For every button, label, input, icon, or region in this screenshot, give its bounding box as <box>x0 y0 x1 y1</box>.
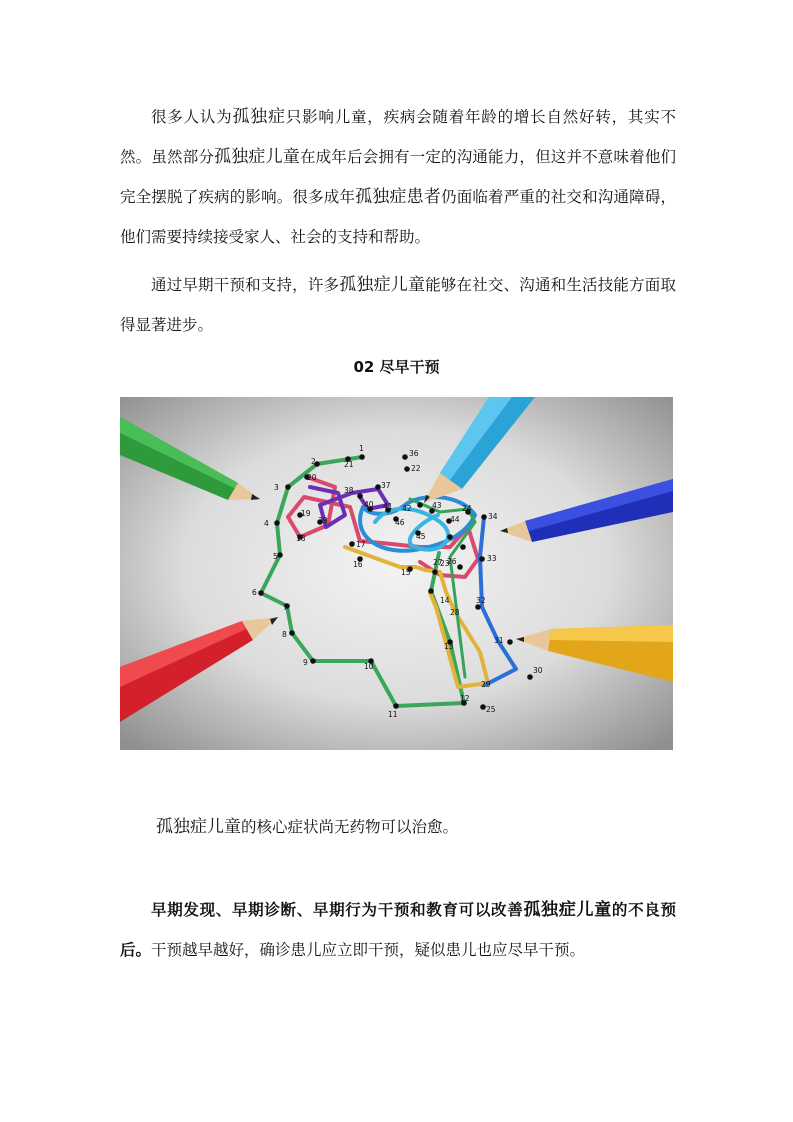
dot <box>417 502 423 508</box>
bold-text: 早期发现、早期诊断、早期行为干预和教育可以改善 <box>151 901 524 919</box>
point-label: 13 <box>444 642 454 651</box>
point-label: 43 <box>432 501 442 510</box>
dot <box>432 569 438 575</box>
figure-caption <box>156 807 676 847</box>
point-label: 9 <box>303 658 308 667</box>
point-label: 31 <box>494 636 504 645</box>
dot <box>285 484 291 490</box>
point-label: 24 <box>462 504 472 513</box>
paper-background <box>120 397 673 750</box>
dot <box>481 514 487 520</box>
dot <box>357 493 363 499</box>
point-label: 40 <box>364 500 374 509</box>
text: 在成年后会拥有一定的沟通能力，但这并不意味着他们完全摆脱了疾病的影响。很多成年 <box>120 148 676 206</box>
dot <box>404 466 410 472</box>
point-label: 15 <box>401 568 411 577</box>
paragraph-3 <box>120 890 676 970</box>
text: 仍面临着严重的社交和沟通障碍，他们需要持续接受家人、社会的支持和帮助。 <box>120 188 676 246</box>
point-label: 14 <box>440 596 450 605</box>
dot <box>274 520 280 526</box>
dot <box>428 588 434 594</box>
text: 干预越早越好，确诊患儿应立即干预，疑似患儿也应尽早干预。 <box>151 941 586 959</box>
point-label: 7 <box>283 603 288 612</box>
point-label: 32 <box>476 596 486 605</box>
point-label: 17 <box>356 540 366 549</box>
point-label: 39 <box>318 516 328 525</box>
dot <box>258 590 264 596</box>
point-label: 25 <box>486 705 496 714</box>
dot <box>277 552 283 558</box>
point-label: 23 <box>440 559 450 568</box>
dot <box>310 658 316 664</box>
text: 的核心症状尚无药物可以治愈。 <box>241 818 459 836</box>
dot <box>527 674 533 680</box>
text: 只影响儿童，疾病会随着年龄的增长自然好转，其实不然。虽然部分 <box>120 108 676 166</box>
point-label: 1 <box>359 444 364 453</box>
brain-illustration <box>120 397 673 750</box>
point-label: 44 <box>450 515 460 524</box>
point-label: 38 <box>344 486 354 495</box>
keyword: 孤独症儿童 <box>214 147 300 167</box>
text: 很多人认为 <box>151 108 233 126</box>
keyword: 孤独症儿童 <box>339 275 426 295</box>
dot <box>447 534 453 540</box>
point-label: 34 <box>488 512 498 521</box>
keyword: 孤独症 <box>232 107 286 127</box>
dot <box>460 544 466 550</box>
point-label: 26 <box>447 557 457 566</box>
keyword: 孤独症儿童 <box>156 817 241 837</box>
point-label: 46 <box>395 518 405 527</box>
paragraph-2 <box>120 265 676 345</box>
dot <box>480 704 486 710</box>
text: 能够在社交、沟通和生活技能方面取得显著进步。 <box>120 276 676 334</box>
section-heading: 02 尽早干预 <box>353 358 440 376</box>
bold-text: 的不良预后。 <box>120 901 676 959</box>
dot <box>349 541 355 547</box>
point-label: 19 <box>301 509 311 518</box>
point-label: 37 <box>381 481 391 490</box>
point-label: 11 <box>388 710 398 719</box>
point-label: 8 <box>282 630 287 639</box>
point-label: 18 <box>296 534 306 543</box>
dot <box>479 556 485 562</box>
point-label: 27 <box>433 558 443 567</box>
point-label: 12 <box>460 694 470 703</box>
keyword: 孤独症患者 <box>355 187 442 207</box>
point-label: 36 <box>409 449 419 458</box>
point-label: 30 <box>533 666 543 675</box>
point-label: 45 <box>416 532 426 541</box>
dot <box>359 454 365 460</box>
point-label: 22 <box>411 464 421 473</box>
point-label: 5 <box>273 552 278 561</box>
point-label: 2 <box>311 457 316 466</box>
text: 通过早期干预和支持，许多 <box>151 276 340 294</box>
point-label: 29 <box>481 680 491 689</box>
point-label: 41 <box>383 502 393 511</box>
dot <box>507 639 513 645</box>
point-label: 3 <box>274 483 279 492</box>
point-label: 16 <box>353 560 363 569</box>
dot <box>457 564 463 570</box>
dot <box>393 703 399 709</box>
point-label: 6 <box>252 588 257 597</box>
point-label: 20 <box>307 473 317 482</box>
dot <box>402 454 408 460</box>
point-label: 10 <box>364 662 374 671</box>
dot <box>475 604 481 610</box>
point-label: 21 <box>344 460 354 469</box>
point-label: 42 <box>402 504 412 513</box>
point-label: 33 <box>487 554 497 563</box>
point-label: 28 <box>450 608 460 617</box>
paragraph-1 <box>120 97 676 257</box>
bold-keyword: 孤独症儿童 <box>523 900 612 920</box>
dot <box>289 630 295 636</box>
dot <box>375 484 381 490</box>
point-label: 4 <box>264 519 269 528</box>
